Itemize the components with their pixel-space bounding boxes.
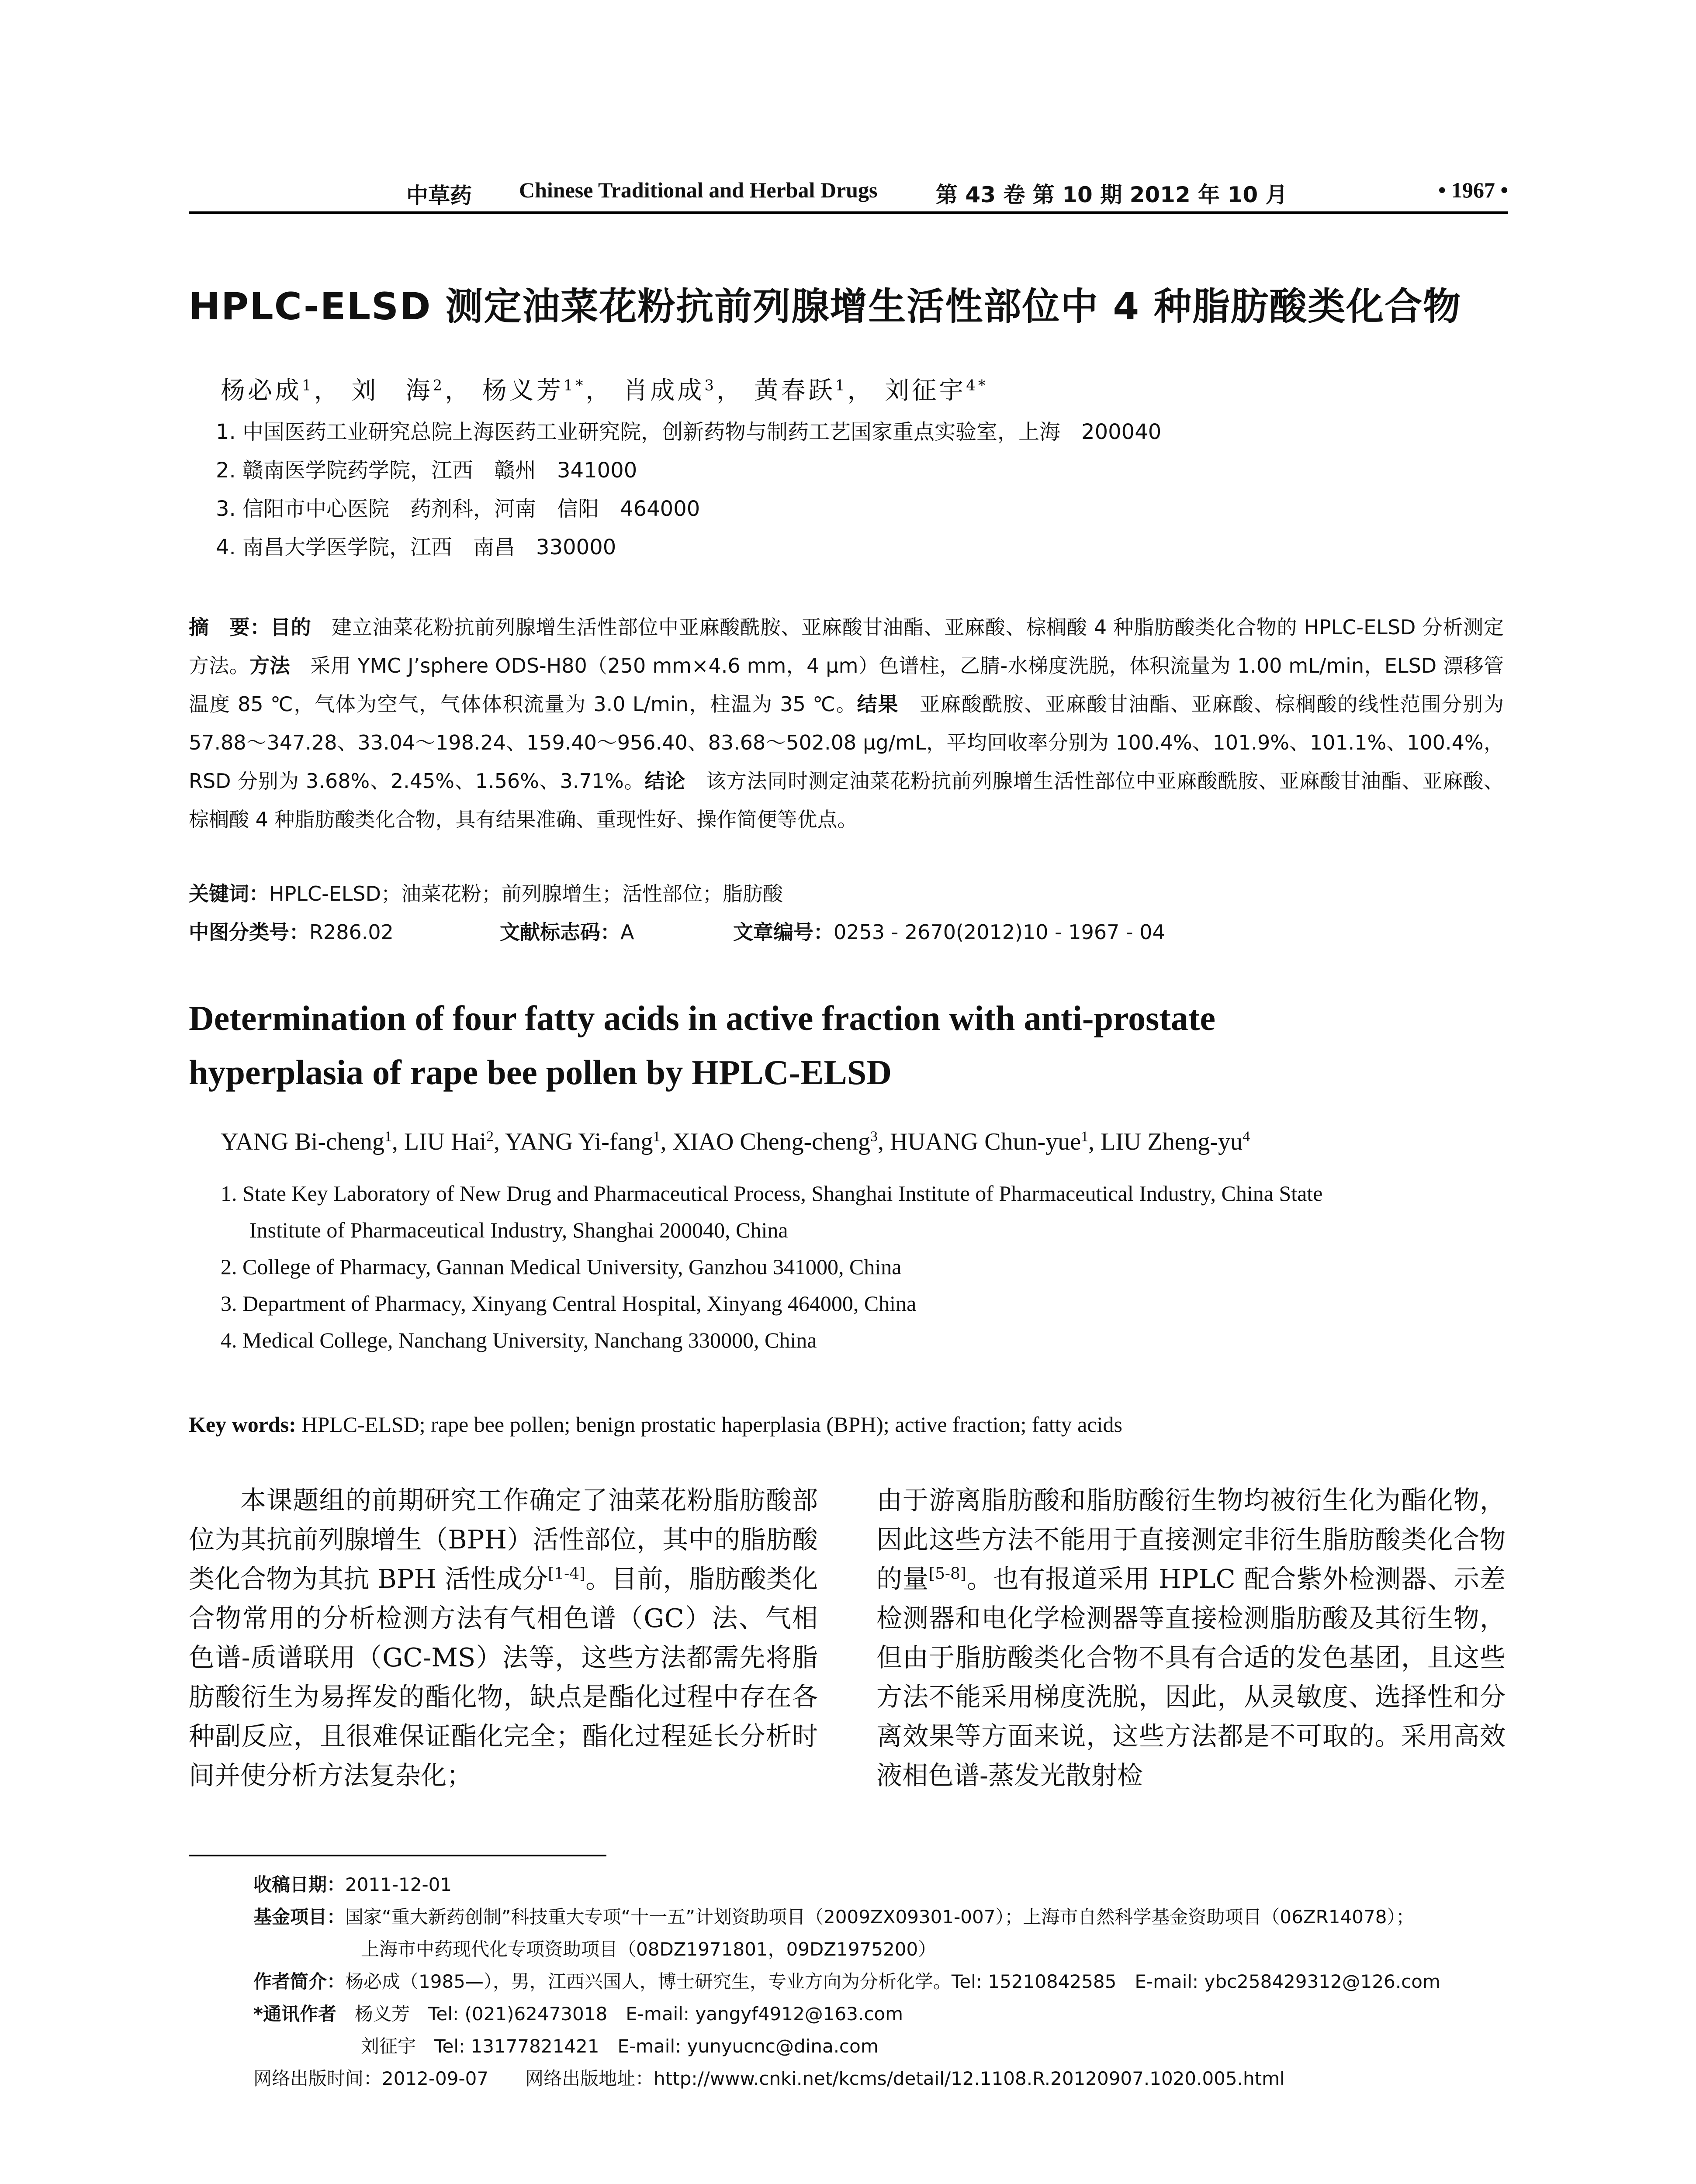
conclusion-text: 该方法同时测定油菜花粉抗前列腺增生活性部位中亚麻酸酰胺、亚麻酸甘油酯、亚麻酸、棕榈酸 4 种脂肪酸类化合物，具有结果准确、重现性好、操作简便等优点。: [189, 769, 1504, 831]
result-text: 亚麻酸酰胺、亚麻酸甘油酯、亚麻酸、棕榈酸的线性范围分别为 57.88～347.28、33.04～198.24、159.40～956.40、83.68～502.08 μg/mL，平均回收率分别为 100.4%、101.9%、101.1%、100.4%，RSD 分别为 3.68%、2.45%、1.56%、3.71%。: [189, 692, 1504, 793]
citation: [5-8]: [928, 1565, 966, 1583]
running-header: [189, 175, 1508, 210]
author-en: XIAO Cheng-cheng: [672, 1128, 870, 1155]
author-sup: 1: [835, 377, 848, 394]
affiliation-cn-2: 2. 赣南医学院药学院，江西 赣州 341000: [216, 458, 637, 483]
affiliation-en-1-cont: Institute of Pharmaceutical Industry, Shanghai 200040, China: [249, 1218, 788, 1242]
author-cn: 肖成成: [623, 377, 705, 405]
author-en: HUANG Chun-yue: [890, 1128, 1081, 1155]
author-cn: 刘征宇: [885, 377, 966, 405]
journal-name-en: Chinese Traditional and Herbal Drugs: [519, 178, 878, 202]
footnote-label: 基金项目：: [253, 1906, 346, 1928]
footnotes: [253, 1869, 1520, 2095]
keywords-en-label: Key words:: [189, 1412, 296, 1437]
classification-line: [189, 916, 1499, 945]
title-cn: HPLC-ELSD 测定油菜花粉抗前列腺增生活性部位中 4 种脂肪酸类化合物: [189, 285, 1462, 328]
author-cn: 杨义芳: [482, 377, 564, 405]
body-column-right: [876, 1481, 1506, 1795]
clc-value: R286.02: [309, 920, 394, 944]
footnote-text: 2011-12-01: [345, 1874, 452, 1895]
footnote-text: 2012-09-07: [382, 2068, 489, 2089]
footnote-label: 收稿日期：: [253, 1874, 346, 1895]
online-url-link[interactable]: http://www.cnki.net/kcms/detail/12.1108.R.20120907.1020.005.html: [654, 2068, 1285, 2089]
footnote-label: *通讯作者: [253, 2003, 336, 2025]
affiliation-en-1: 1. State Key Laboratory of New Drug and Pharmaceutical Process, Shanghai Institute of Pharmaceutical Industry, China State: [221, 1181, 1323, 1206]
body-text: 。目前，脂肪酸类化合物常用的分析检测方法有气相色谱（GC）法、气相色谱-质谱联用（GC-MS）法等，这些方法都需先将脂肪酸衍生为易挥发的酯化物，缺点是酯化过程中存在各种副反应，且很难保证酯化完全；酯化过程延长分析时间并使分析方法复杂化；: [189, 1564, 818, 1790]
objective-label: 目的: [270, 615, 312, 639]
footnote-fund: [253, 1901, 1520, 1933]
footnote-corresponding: [253, 1998, 1520, 2030]
method-text: 采用 YMC J’sphere ODS-H80（250 mm×4.6 mm，4 μm）色谱柱，乙腈-水梯度洗脱，体积流量为 1.00 mL/min，ELSD 漂移管温度 85 ℃，气体为空气，气体体积流量为 3.0 L/min，柱温为 35 ℃。: [189, 654, 1504, 716]
body-text: 。也有报道采用 HPLC 配合紫外检测器、示差检测器和电化学检测器等直接检测脂肪酸及其衍生物，但由于脂肪酸类化合物不具有合适的发色基团，且这些方法不能采用梯度洗脱，因此，从灵敏度、选择性和分离效果等方面来说，这些方法都是不可取的。采用高效液相色谱-蒸发光散射检: [876, 1564, 1506, 1790]
affiliation-cn-1: 1. 中国医药工业研究总院上海医药工业研究院，创新药物与制药工艺国家重点实验室，上海 200040: [216, 420, 1162, 444]
title-en-line: Determination of four fatty acids in active fraction with anti-prostate: [189, 999, 1215, 1038]
author-sup: 3: [704, 377, 716, 394]
affiliation-cn-3: 3. 信阳市中心医院 药剂科，河南 信阳 464000: [216, 497, 700, 521]
author-sup: 1*: [563, 377, 586, 394]
keywords-cn: [189, 878, 783, 907]
doc-code-value: A: [620, 920, 634, 944]
result-label: 结果: [857, 692, 899, 716]
authors-cn: 杨必成$^1$， 刘 海$^2$， 杨义芳$^{1*}$， 肖成成$^3$， 黄春跃$^1$， 刘征宇$^{4*}$: [221, 377, 988, 405]
body-text: 本课题组的前期研究工作确定了油菜花粉脂肪酸部位为其抗前列腺增生（BPH）活性部位，其中的脂肪酸类化合物为其抗 BPH 活性成分: [189, 1485, 818, 1594]
author-en: LIU Hai: [404, 1128, 486, 1155]
affiliation-cn-4: 4. 南昌大学医学院，江西 南昌 330000: [216, 535, 616, 560]
body-text: 由于游离脂肪酸和脂肪酸衍生物均被衍生化为酯化物，因此这些方法不能用于直接测定非衍生脂肪酸类化合物的量: [876, 1485, 1506, 1594]
footnote-label: 网络出版时间：: [253, 2068, 382, 2089]
footnote-rule: [189, 1855, 606, 1856]
title-en-line: hyperplasia of rape bee pollen by HPLC-ELSD: [189, 1054, 892, 1092]
article-no-label: 文章编号：: [733, 920, 834, 944]
author-en: YANG Bi-cheng: [221, 1128, 384, 1155]
footnote-text: 杨义芳 Tel: (021)62473018 E-mail: yangyf4912@163.com: [354, 2003, 903, 2025]
footnote-text: 国家“重大新药创制”科技重大专项“十一五”计划资助项目（2009ZX09301-007）；上海市自然科学基金资助项目（06ZR14078）；: [345, 1906, 1415, 1928]
author-sup: 2: [486, 1128, 494, 1145]
article-no-value: 0253 - 2670(2012)10 - 1967 - 04: [834, 920, 1165, 944]
author-sup: 3: [870, 1128, 878, 1145]
author-cn: 黄春跃: [754, 377, 835, 405]
author-sup: 1: [653, 1128, 661, 1145]
objective-text: 建立油菜花粉抗前列腺增生活性部位中亚麻酸酰胺、亚麻酸甘油酯、亚麻酸、棕榈酸 4 种脂肪酸类化合物的 HPLC-ELSD 分析测定方法。: [189, 615, 1504, 677]
footnote-text: 杨必成（1985—），男，江西兴国人，博士研究生，专业方向为分析化学。Tel: 15210842585 E-mail: ybc258429312@126.com: [345, 1971, 1440, 1992]
page-number: • 1967 •: [1438, 178, 1508, 202]
author-sup: 2: [433, 377, 445, 394]
authors-en: YANG Bi-cheng$^1$, LIU Hai$^2$, YANG Yi-fang$^1$, XIAO Cheng-cheng$^3$, HUANG Chun-yue$^1$, LIU Zheng-$yu^4$: [221, 1128, 1250, 1155]
keywords-cn-text: HPLC-ELSD；油菜花粉；前列腺增生；活性部位；脂肪酸: [269, 882, 783, 905]
footnote-author: [253, 1966, 1520, 1998]
author-sup: 4: [1243, 1128, 1250, 1145]
author-en: LIU Zheng-yu: [1101, 1128, 1243, 1155]
issue-info: 第 43 卷 第 10 期 2012 年 10 月: [936, 182, 1288, 207]
affiliation-en-4: 4. Medical College, Nanchang University, Nanchang 330000, China: [221, 1328, 817, 1352]
footnote-label: 网络出版地址：: [525, 2068, 654, 2089]
footnote-fund-cont: 上海市中药现代化专项资助项目（08DZ1971801，09DZ1975200）: [361, 1939, 937, 1960]
keywords-en: [189, 1412, 1122, 1437]
author-sup: 4*: [966, 377, 988, 394]
author-sup: 1: [302, 377, 314, 394]
keywords-cn-label: 关键词：: [189, 882, 269, 905]
affiliation-en-2: 2. College of Pharmacy, Gannan Medical University, Ganzhou 341000, China: [221, 1254, 902, 1279]
header-rule: [189, 211, 1508, 214]
conclusion-label: 结论: [644, 769, 686, 793]
footnote-online: [253, 2063, 1520, 2095]
footnote-received: [253, 1869, 1520, 1901]
keywords-en-text: HPLC-ELSD; rape bee pollen; benign prostatic haperplasia (BPH); active fraction; fatty acids: [301, 1412, 1122, 1437]
author-en: YANG Yi-fang: [505, 1128, 653, 1155]
citation: [1-4]: [548, 1565, 586, 1583]
footnote-corresponding-2: 刘征宇 Tel: 13177821421 E-mail: yunyucnc@dina.com: [361, 2035, 879, 2057]
footnote-label: 作者简介：: [253, 1971, 346, 1992]
author-sup: 1: [1081, 1128, 1089, 1145]
abstract-cn: [189, 608, 1504, 839]
abstract-label: 摘 要：: [189, 615, 270, 639]
journal-name-cn: 中草药: [406, 183, 472, 208]
body-paragraph: [189, 1481, 818, 1795]
body-paragraph: [876, 1481, 1506, 1795]
clc-label: 中图分类号：: [189, 920, 309, 944]
doc-code-label: 文献标志码：: [500, 920, 620, 944]
affiliations-en: [221, 1175, 1505, 1358]
title-en: [189, 992, 1499, 1100]
body-column-left: [189, 1481, 818, 1795]
author-sup: 1: [384, 1128, 392, 1145]
author-cn: 杨必成: [221, 377, 302, 405]
author-cn: 刘 海: [351, 377, 433, 405]
affiliation-en-3: 3. Department of Pharmacy, Xinyang Central Hospital, Xinyang 464000, China: [221, 1291, 917, 1316]
method-label: 方法: [249, 654, 290, 677]
